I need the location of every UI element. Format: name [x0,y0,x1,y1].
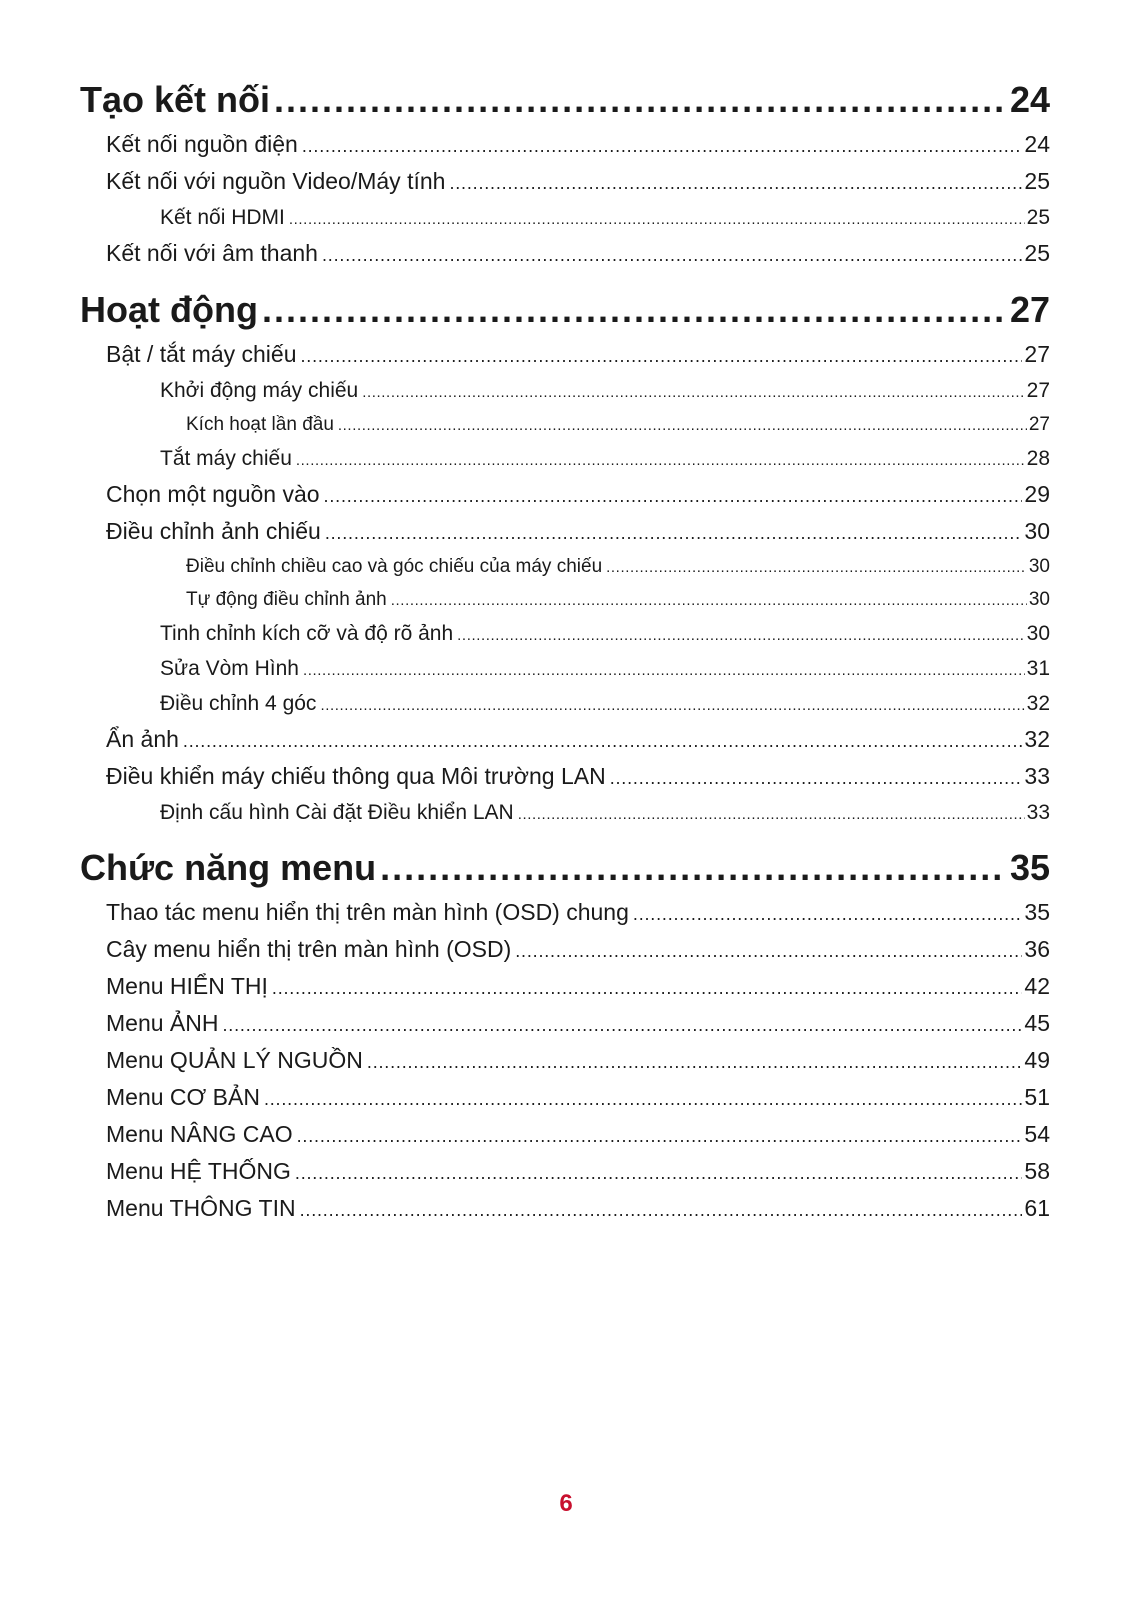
toc-dot-leader [297,1118,1023,1153]
toc-entry[interactable] [80,373,1050,408]
toc-entry-page: 54 [1024,1121,1050,1147]
toc-entry-page: 27 [1009,289,1050,330]
toc-entry-page: 25 [1024,168,1050,194]
toc-entry-page: 61 [1024,1195,1050,1221]
toc-entry[interactable] [80,583,1050,616]
toc-entry-page: 31 [1026,657,1050,680]
toc-entry-page: 25 [1026,206,1050,229]
toc-dot-leader [457,618,1024,651]
toc-entry-page: 24 [1024,131,1050,157]
toc-entry-page: 49 [1024,1047,1050,1073]
toc-entry-title: Tinh chỉnh kích cỡ và độ rõ ảnh [160,622,454,645]
toc-entry[interactable] [80,163,1050,200]
toc-entry[interactable] [80,1042,1050,1079]
toc-entry-title: Menu HIỂN THỊ [106,973,268,999]
toc-dot-leader [295,1155,1023,1190]
toc-entry[interactable] [80,336,1050,373]
toc-entry-title: Menu CƠ BẢN [106,1084,260,1110]
toc-entry-page: 32 [1024,726,1050,752]
toc-entry-title: Điều chỉnh ảnh chiếu [106,518,321,544]
toc-entry-page: 25 [1024,240,1050,266]
toc-entry-page: 30 [1028,589,1050,610]
toc-dot-leader [518,797,1025,830]
toc-entry-title: Menu ẢNH [106,1010,219,1036]
toc-entry[interactable] [80,931,1050,968]
toc-entry-title: Menu NÂNG CAO [106,1121,293,1147]
toc-dot-leader [262,284,1002,336]
toc-entry[interactable] [80,721,1050,758]
toc-dot-leader [300,338,1022,373]
toc-dot-leader [362,375,1024,408]
toc-dot-leader [289,202,1025,235]
toc-entry-page: 32 [1026,692,1050,715]
toc-entry-title: Kết nối nguồn điện [106,131,298,157]
toc-dot-leader [300,1192,1023,1227]
toc-entry-title: Điều khiển máy chiếu thông qua Môi trường LAN [106,763,606,789]
toc-entry-title: Tắt máy chiếu [160,447,292,470]
toc-entry-page: 33 [1026,801,1050,824]
toc-entry[interactable] [80,1116,1050,1153]
page-number: 6 [559,1490,573,1517]
toc-entry-title: Kích hoạt lần đầu [186,414,334,435]
toc-entry-page: 29 [1024,481,1050,507]
toc-entry-page: 36 [1024,936,1050,962]
toc-entry[interactable] [80,476,1050,513]
toc-dot-leader [367,1044,1023,1079]
toc-entry-title: Điều chỉnh chiều cao và góc chiếu của máy chiếu [186,556,603,577]
toc-entry-title: Điều chỉnh 4 góc [160,692,317,715]
toc-chapter-entry[interactable] [80,284,1050,336]
toc-entry-title: Menu QUẢN LÝ NGUỒN [106,1047,363,1073]
toc-dot-leader [296,443,1025,476]
toc-entry-title: Kết nối với âm thanh [106,240,318,266]
toc-entry[interactable] [80,894,1050,931]
toc-entry-title: Tạo kết nối [80,79,271,120]
toc-dot-leader [515,933,1022,968]
toc-entry-title: Định cấu hình Cài đặt Điều khiển LAN [160,801,514,824]
toc-dot-leader [272,970,1023,1005]
toc-dot-leader [302,128,1023,163]
toc-dot-leader [303,653,1025,686]
toc-dot-leader [222,1007,1022,1042]
toc-entry-page: 35 [1024,899,1050,925]
toc-entry[interactable] [80,651,1050,686]
toc-entry-page: 51 [1024,1084,1050,1110]
toc-entry[interactable] [80,200,1050,235]
toc-dot-leader [391,584,1027,616]
toc-dot-leader [380,842,1002,894]
toc-entry[interactable] [80,1079,1050,1116]
toc-dot-leader [633,896,1023,931]
toc-entry[interactable] [80,795,1050,830]
toc-entry[interactable] [80,1005,1050,1042]
toc-entry-title: Bật / tắt máy chiếu [106,341,297,367]
toc-entry-title: Chọn một nguồn vào [106,481,320,507]
toc-entry-page: 30 [1024,518,1050,544]
toc-dot-leader [449,165,1022,200]
toc-entry[interactable] [80,235,1050,272]
toc-entry-title: Ẩn ảnh [106,726,179,752]
toc-dot-leader [324,478,1023,513]
toc-entry-page: 35 [1009,847,1050,888]
toc-dot-leader [610,760,1023,795]
toc-entry-page: 42 [1024,973,1050,999]
toc-entry-title: Menu HỆ THỐNG [106,1158,291,1184]
toc-entry[interactable] [80,758,1050,795]
toc-entry-page: 27 [1026,379,1050,402]
toc-entry-title: Menu THÔNG TIN [106,1195,296,1221]
toc-entry[interactable] [80,408,1050,441]
toc-entry-page: 30 [1026,622,1050,645]
toc-entry-title: Kết nối HDMI [160,206,285,229]
toc-dot-leader [338,409,1027,441]
toc-entry-page: 24 [1009,79,1050,120]
toc-entry-title: Cây menu hiển thị trên màn hình (OSD) [106,936,512,962]
toc-dot-leader [322,237,1022,272]
toc-entry[interactable] [80,126,1050,163]
toc-chapter-entry[interactable] [80,842,1050,894]
toc-entry-title: Thao tác menu hiển thị trên màn hình (OSD) chung [106,899,629,925]
toc-entry-page: 33 [1024,763,1050,789]
toc-entry-title: Tự động điều chỉnh ảnh [186,589,387,610]
toc-dot-leader [274,74,1002,126]
toc-dot-leader [325,515,1023,550]
toc-entry-page: 27 [1028,414,1050,435]
toc-entry-page: 58 [1024,1158,1050,1184]
toc-dot-leader [264,1081,1022,1116]
toc-entry-page: 30 [1028,556,1050,577]
toc-entry[interactable] [80,550,1050,583]
toc-entry-title: Khởi động máy chiếu [160,379,359,402]
toc-entry[interactable] [80,513,1050,550]
toc-entry-title: Kết nối với nguồn Video/Máy tính [106,168,446,194]
toc-entry-title: Hoạt động [80,289,258,330]
table-of-contents [80,74,1050,1227]
toc-chapter-entry[interactable] [80,74,1050,126]
toc-dot-leader [606,551,1027,583]
toc-entry[interactable] [80,1153,1050,1190]
toc-entry[interactable] [80,686,1050,721]
toc-entry-page: 27 [1024,341,1050,367]
toc-entry-title: Chức năng menu [80,847,377,888]
toc-entry[interactable] [80,616,1050,651]
toc-entry-page: 45 [1024,1010,1050,1036]
toc-entry[interactable] [80,968,1050,1005]
toc-entry-title: Sửa Vòm Hình [160,657,299,680]
toc-dot-leader [320,688,1024,721]
toc-entry[interactable] [80,1190,1050,1227]
toc-dot-leader [183,723,1023,758]
toc-entry-page: 28 [1026,447,1050,470]
toc-entry[interactable] [80,441,1050,476]
